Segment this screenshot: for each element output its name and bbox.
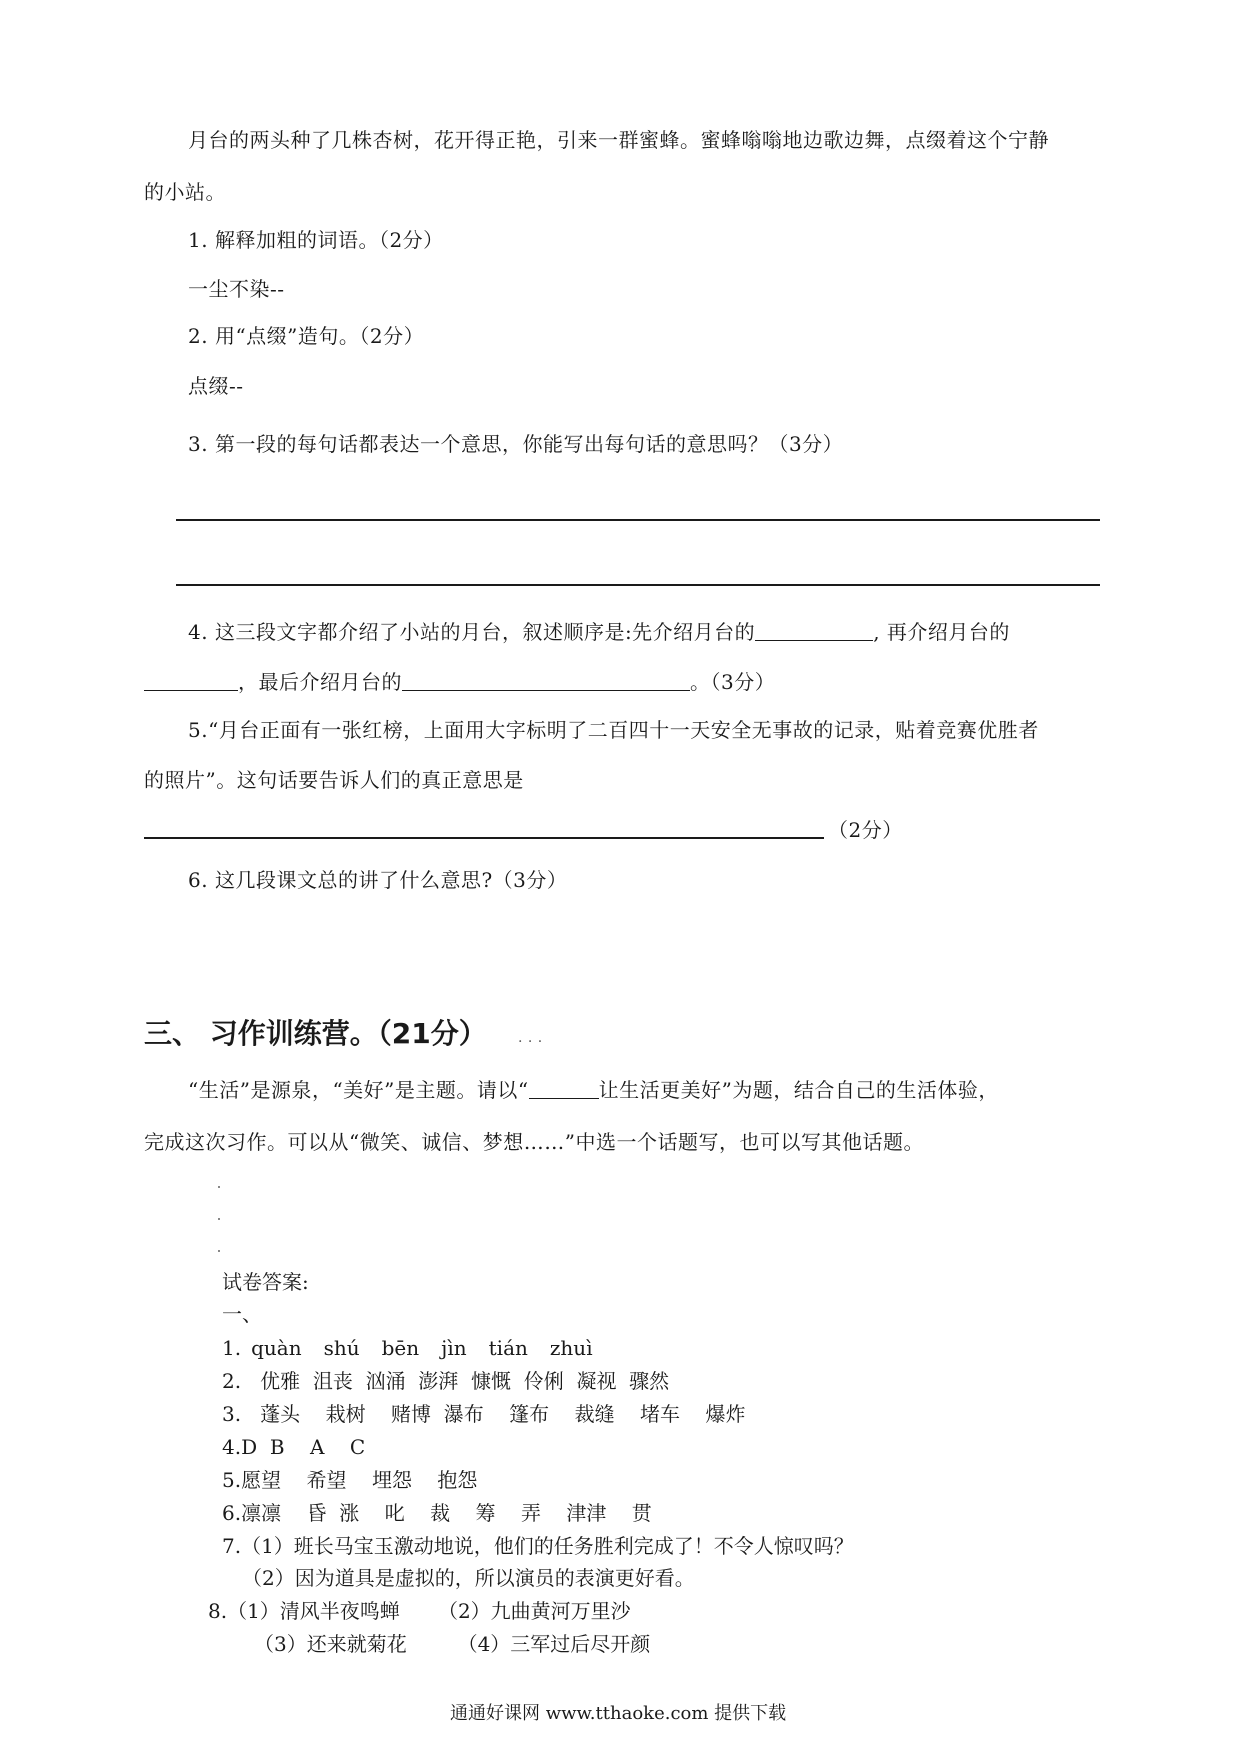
pinyin-5: tián: [488, 1336, 528, 1360]
question-4-part-3: ，最后介绍月台的: [238, 670, 402, 694]
answer-3: 3. 蓬头 栽树 赌博 瀑布 篷布 裁缝 堵车 爆炸: [222, 1402, 746, 1426]
answer-line-1: [176, 519, 1100, 521]
answers-title: 试卷答案:: [222, 1270, 309, 1294]
question-2-answer-prompt: 点缀--: [188, 374, 244, 398]
pinyin-3: bēn: [381, 1336, 420, 1360]
question-6: 6. 这几段课文总的讲了什么意思?（3分）: [188, 868, 568, 892]
section-3-line-1-a: “生活”是源泉，“美好”是主题。请以“: [188, 1078, 529, 1102]
blank-3[interactable]: [402, 670, 690, 691]
pinyin-4: jìn: [441, 1336, 467, 1360]
question-4-part-1: 4. 这三段文字都介绍了小站的月台，叙述顺序是:先介绍月台的: [188, 620, 756, 644]
stray-dot: [218, 1186, 220, 1188]
question-5-score: （2分）: [828, 818, 903, 842]
heading-trailing-dots: . . .: [518, 1030, 543, 1046]
answer-1-number: 1.: [222, 1336, 242, 1360]
pinyin-2: shú: [323, 1336, 360, 1360]
pinyin-6: zhuì: [549, 1336, 593, 1360]
question-4-part-4: 。（3分）: [690, 670, 776, 694]
section-3-line-1-b: 让生活更美好”为题，结合自己的生活体验，: [598, 1078, 999, 1102]
question-4-part-2: , 再介绍月台的: [873, 620, 1010, 644]
question-5-line-2: 的照片”。这句话要告诉人们的真正意思是: [144, 768, 524, 792]
question-2: 2. 用“点缀”造句。（2分）: [188, 324, 425, 348]
question-5-answer-line: [144, 837, 824, 839]
answer-2: 2. 优雅 沮丧 汹涌 澎湃 慷慨 伶俐 凝视 骤然: [222, 1369, 670, 1393]
question-1-answer-prompt: 一尘不染--: [188, 277, 285, 301]
question-4-line-1: [188, 618, 1010, 646]
pinyin-1: quàn: [251, 1336, 302, 1360]
footer-source: 通通好课网 www.tthaoke.com 提供下载: [450, 1703, 787, 1724]
blank-1[interactable]: [755, 620, 873, 641]
answer-5: 5.愿望 希望 埋怨 抱怨: [222, 1468, 478, 1492]
title-blank[interactable]: [529, 1078, 599, 1099]
blank-2[interactable]: [144, 670, 238, 691]
question-1: 1. 解释加粗的词语。（2分）: [188, 228, 444, 252]
answers-part-1: 一、: [222, 1302, 262, 1326]
answer-1: [222, 1334, 615, 1362]
answer-8-1: 8.（1）清风半夜鸣蝉 （2）九曲黄河万里沙: [208, 1599, 631, 1623]
answer-4: 4.D B A C: [222, 1435, 366, 1459]
section-3-line-2: 完成这次习作。可以从“微笑、诚信、梦想……”中选一个话题写，也可以写其他话题。: [144, 1130, 924, 1154]
passage-line-1: 月台的两头种了几株杏树，花开得正艳，引来一群蜜蜂。蜜蜂嗡嗡地边歌边舞，点缀着这个宁静: [188, 128, 1049, 152]
answer-6: 6.凛凛 昏 涨 叱 裁 筹 弄 津津 贯: [222, 1501, 652, 1525]
passage-line-2: 的小站。: [144, 180, 226, 204]
stray-dot: [218, 1250, 220, 1252]
question-4-line-2: [144, 668, 775, 696]
section-3-line-1: [188, 1076, 999, 1104]
answer-line-2: [176, 584, 1100, 586]
answer-7-1: 7.（1）班长马宝玉激动地说，他们的任务胜利完成了！不令人惊叹吗？: [222, 1534, 854, 1558]
stray-dot: [218, 1218, 220, 1220]
answer-7-2: （2）因为道具是虚拟的，所以演员的表演更好看。: [242, 1566, 695, 1590]
question-5-line-1: 5.“月台正面有一张红榜，上面用大字标明了二百四十一天安全无事故的记录，贴着竞赛优胜者: [188, 718, 1039, 742]
question-3: 3. 第一段的每句话都表达一个意思，你能写出每句话的意思吗？（3分）: [188, 432, 844, 456]
answer-8-2: （3）还来就菊花 （4）三军过后尽开颜: [254, 1632, 651, 1656]
section-3-heading: 三、 习作训练营。（21分）: [144, 1017, 487, 1050]
